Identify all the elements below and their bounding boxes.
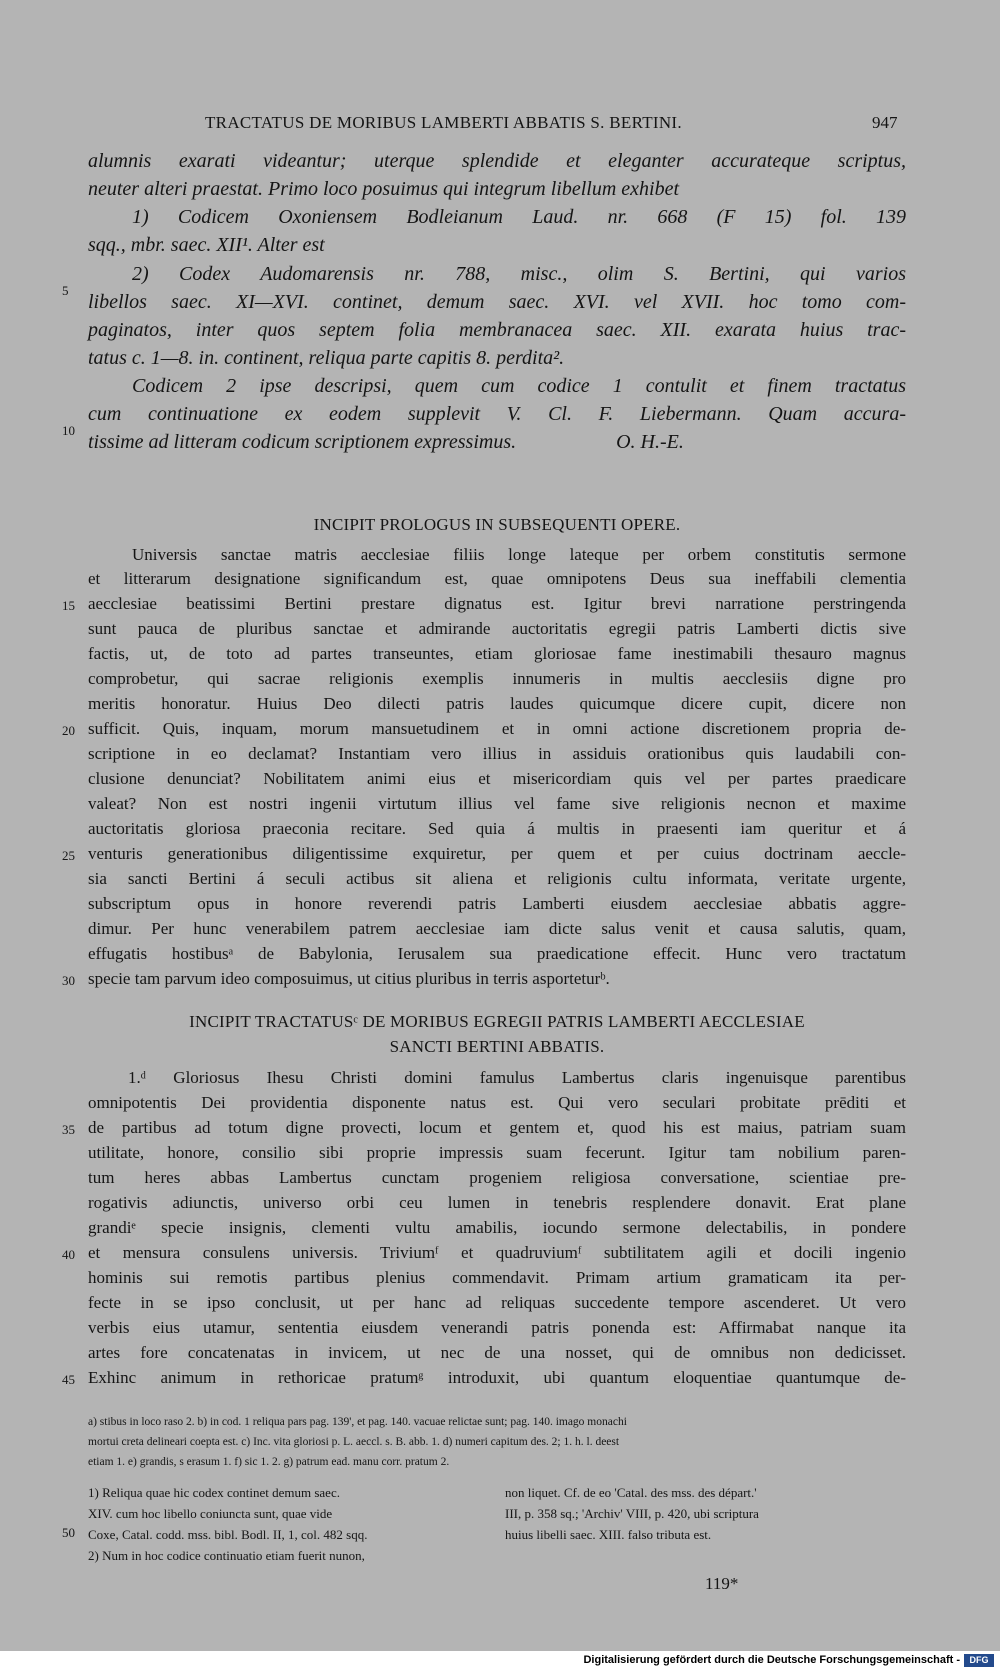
line-number: 40 xyxy=(62,1247,75,1262)
dfg-logo: DFG xyxy=(964,1654,994,1667)
chapter-line: de partibus ad totum digne provecti, locum et gentem et, quod his est maius, patriam suam xyxy=(88,1118,906,1137)
chapter-line: utilitate, honore, consilio sibi proprie impressis suam fecerunt. Igitur tam nobilium paren- xyxy=(88,1143,906,1162)
funding-note: Digitalisierung gefördert durch die Deutsche Forschungsgemeinschaft - xyxy=(583,1654,960,1666)
prologue-line: meritis honoratur. Huius Deo dilecti patris laudes quicumque dicere cupit, dicere non xyxy=(88,694,906,713)
digitization-footer xyxy=(0,1651,1000,1671)
intro-line: neuter alteri praestat. Primo loco posuimus qui integrum libellum exhibet xyxy=(88,178,680,200)
line-number: 5 xyxy=(62,283,69,298)
prologue-line: sia sancti Bertini á seculi actibus sit aliena et religionis cultu informata, veritate urgente, xyxy=(88,869,906,888)
tractatus-heading: INCIPIT TRACTATUSᶜ DE MORIBUS EGREGII PATRIS LAMBERTI AECCLESIAE xyxy=(189,1012,805,1031)
intro-line: 1) Codicem Oxoniensem Bodleianum Laud. nr. 668 (F 15) fol. 139 xyxy=(132,206,906,228)
note-line: huius libelli saec. XIII. falso tributa est. xyxy=(505,1527,712,1542)
line-number: 45 xyxy=(62,1372,75,1387)
line-number: 30 xyxy=(62,973,75,988)
chapter-line: grandiᵉ specie insignis, clementi vultu amabilis, iocundo sermone delectabilis, in pondere xyxy=(88,1218,906,1237)
chapter-line: et mensura consulens universis. Triviumᶠ et quadruviumᶠ subtilitatem agili et docili ingenio xyxy=(88,1243,906,1262)
note-line: III, p. 358 sq.; 'Archiv' VIII, p. 420, ubi scriptura xyxy=(505,1506,759,1521)
prologue-line: subscriptum opus in honore reverendi patris Lamberti eiusdem aecclesiae abbatis aggre- xyxy=(88,894,906,913)
chapter-line: omnipotentis Dei providentia disponente natus est. Qui vero seculari probitate prēditi et xyxy=(88,1093,906,1112)
chapter-line: 1.ᵈ Gloriosus Ihesu Christi domini famulus Lambertus claris ingenuisque parentibus xyxy=(128,1068,906,1087)
apparatus-line: a) stibus in loco raso 2. b) in cod. 1 reliqua pars pag. 139', et pag. 140. vacuae relictae sunt; pag. 140. imago monachi xyxy=(88,1416,627,1428)
intro-line: sqq., mbr. saec. XII¹. Alter est xyxy=(88,234,325,256)
intro-line: 2) Codex Audomarensis nr. 788, misc., olim S. Bertini, qui varios xyxy=(132,263,906,285)
prologue-line: specie tam parvum ideo composuimus, ut citius pluribus in terris asporteturᵇ. xyxy=(88,969,610,988)
line-number: 10 xyxy=(62,423,75,438)
chapter-line: verbis eius utamur, sententia eiusdem venerandi patris ponenda est: Affirmabat nanque ita xyxy=(88,1318,906,1337)
intro-line: Codicem 2 ipse descripsi, quem cum codice 1 contulit et finem tractatus xyxy=(132,375,906,397)
prologue-line: effugatis hostibusᵃ de Babylonia, Ierusalem sua praedicatione effecit. Hunc vero tractatum xyxy=(88,944,906,963)
prologue-line: factis, ut, de toto ad partes transeuntes, etiam gloriosae fame inestimabili thesauro magnus xyxy=(88,644,906,663)
prologue-heading: INCIPIT PROLOGUS IN SUBSEQUENTI OPERE. xyxy=(313,515,681,534)
page-number: 947 xyxy=(872,113,898,132)
prologue-line: et litterarum designatione significandum est, quae omnipotens Deus sua ineffabili clementia xyxy=(88,569,906,588)
intro-line: tatus c. 1—8. in. continent, reliqua parte capitis 8. perdita². xyxy=(88,347,565,369)
chapter-line: artes fore concatenatas in invicem, ut nec de una nosset, qui de omnibus non dedicisset. xyxy=(88,1343,906,1362)
tractatus-heading-continued: SANCTI BERTINI ABBATIS. xyxy=(389,1037,605,1056)
line-number: 25 xyxy=(62,848,75,863)
chapter-line: Exhinc animum in rethoricae pratumᵍ introduxit, ubi quantum eloquentiae quantumque de- xyxy=(88,1368,906,1387)
note-line: XIV. cum hoc libello coniuncta sunt, quae vide xyxy=(88,1506,333,1521)
intro-line: libellos saec. XI—XVI. continet, demum saec. XVI. vel XVII. hoc tomo com- xyxy=(88,291,906,313)
prologue-line: sunt pauca de pluribus sanctae et admirande auctoritatis egregii patris Lamberti dictis sive xyxy=(88,619,906,638)
note-line: 1) Reliqua quae hic codex continet demum saec. xyxy=(88,1485,340,1500)
prologue-line: auctoritatis gloriosa praeconia recitare. Sed quia á multis in praesenti iam queritur et á xyxy=(88,819,906,838)
prologue-line: clusione denunciat? Nobilitatem animi eius et misericordiam quis vel per partes praedicare xyxy=(88,769,906,788)
intro-line: alumnis exarati videantur; uterque splendide et eleganter accurateque scriptus, xyxy=(88,150,906,172)
line-number: 15 xyxy=(62,598,75,613)
line-number: 35 xyxy=(62,1122,75,1137)
chapter-line: fecte in se ipso conclusit, ut per hanc ad reliquas succedente tempore ascenderet. Ut vero xyxy=(88,1293,906,1312)
note-line: 2) Num in hoc codice continuatio etiam fuerit nunon, xyxy=(88,1548,365,1563)
note-line: Coxe, Catal. codd. mss. bibl. Bodl. II, 1, col. 482 sqq. xyxy=(88,1527,368,1542)
intro-line: tissime ad litteram codicum scriptionem expressimus. O. H.-E. xyxy=(88,431,684,453)
prologue-line: aecclesiae beatissimi Bertini prestare dignatus est. Igitur brevi narratione perstringenda xyxy=(88,594,906,613)
prologue-line: comprobetur, qui sacrae religionis exemplis innumeris in multis aecclesiis digne pro xyxy=(88,669,906,688)
note-line: non liquet. Cf. de eo 'Catal. des mss. des départ.' xyxy=(505,1485,757,1500)
prologue-line: scriptione in eo declamat? Instantiam vero illius in assiduis orationibus quis laudabili con- xyxy=(88,744,906,763)
signature-mark: 119* xyxy=(705,1574,739,1593)
line-number: 50 xyxy=(62,1525,75,1540)
line-number: 20 xyxy=(62,723,75,738)
chapter-line: tum heres abbas Lambertus cunctam progeniem religiosa conversatione, scientiae pre- xyxy=(88,1168,906,1187)
intro-line: cum continuatione ex eodem supplevit V. Cl. F. Liebermann. Quam accura- xyxy=(88,403,906,425)
running-title: TRACTATUS DE MORIBUS LAMBERTI ABBATIS S. BERTINI. xyxy=(205,113,682,132)
prologue-line: venturis generationibus diligentissime exquiretur, per quem et per cuius doctrinam aeccle- xyxy=(88,844,906,863)
prologue-line: dimur. Per hunc venerabilem patrem aecclesiae iam dicte salus venit et causa salutis, quam, xyxy=(88,919,906,938)
chapter-line: rogativis adiunctis, universo orbi ceu lumen in tenebris resplendere donavit. Erat plane xyxy=(88,1193,906,1212)
prologue-line: sufficit. Quis, inquam, morum mansuetudinem et in omni actione discretionem propria de- xyxy=(88,719,906,738)
prologue-line: valeat? Non est nostri ingenii virtutum illius vel fame sive religionis necnon et maxime xyxy=(88,794,906,813)
apparatus-line: etiam 1. e) grandis, s erasum 1. f) sic 1. 2. g) patrum ead. manu corr. pratum 2. xyxy=(88,1456,450,1468)
chapter-line: hominis sui remotis partibus plenius commendavit. Primam artium gramaticam ita per- xyxy=(88,1268,906,1287)
apparatus-line: mortui creta delineari coepta est. c) Inc. vita gloriosi p. L. aeccl. s. B. abb. 1. d) numeri capitum des. 2; 1. h. l. deest xyxy=(88,1436,620,1448)
intro-line: paginatos, inter quos septem folia membranacea saec. XII. exarata huius trac- xyxy=(88,319,906,341)
prologue-line: Universis sanctae matris aecclesiae filiis longe lateque per orbem constitutis sermone xyxy=(132,545,906,564)
